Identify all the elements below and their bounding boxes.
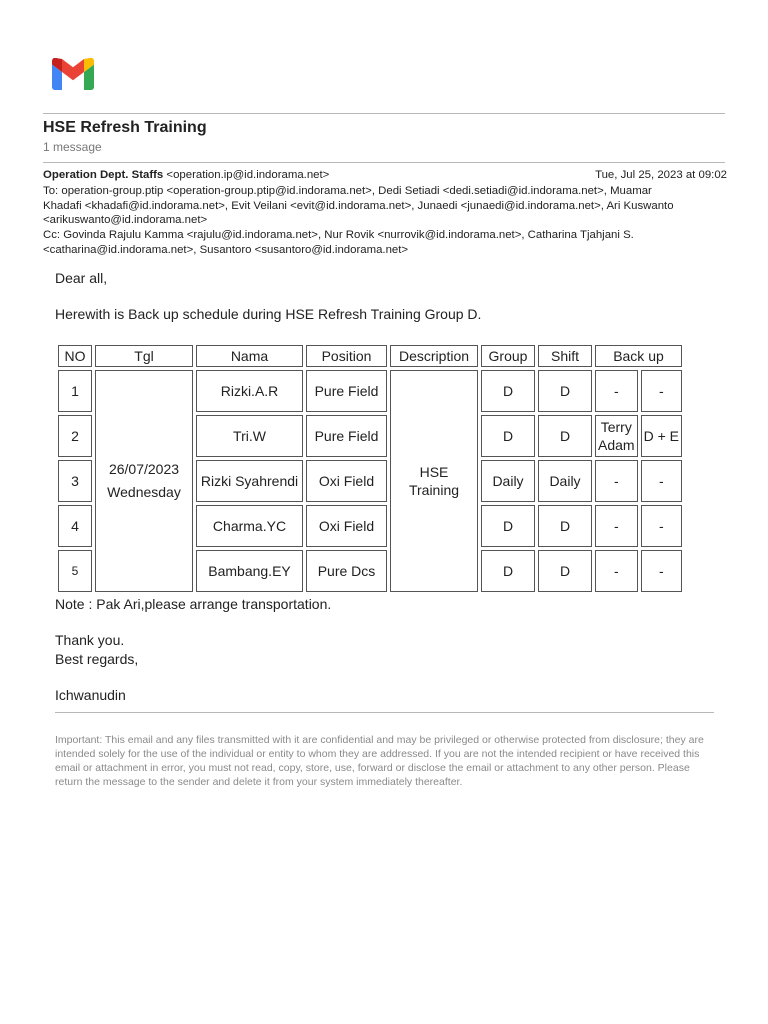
from-line: [43, 168, 727, 183]
cell-no: 3: [58, 460, 92, 502]
header-description: Description: [390, 345, 478, 367]
signature: Ichwanudin: [55, 687, 126, 703]
to-line-3: <arikuswanto@id.indorama.net>: [43, 214, 208, 227]
cell-shift: D: [538, 550, 592, 592]
cell-description: [390, 370, 478, 592]
cell-backup-note: -: [641, 370, 682, 412]
header-divider: [43, 162, 725, 163]
header-position: Position: [306, 345, 387, 367]
backup-name-line-1: Terry: [600, 419, 632, 435]
cell-shift: Daily: [538, 460, 592, 502]
gmail-logo-icon: [52, 58, 94, 90]
note-text: Note : Pak Ari,please arrange transportation.: [55, 596, 332, 612]
cell-nama: Rizki Syahrendi: [196, 460, 303, 502]
cell-group: Daily: [481, 460, 535, 502]
cell-backup-name: -: [595, 460, 638, 502]
cell-backup-name: -: [595, 370, 638, 412]
greeting: Dear all,: [55, 270, 108, 286]
cell-shift: D: [538, 415, 592, 457]
cell-no: 1: [58, 370, 92, 412]
confidentiality-disclaimer: Important: This email and any files transmitted with it are confidential and may be privileged or otherwise protected from disclosure; they are intended solely for the use of the individual or entity to whom they are addressed. If you are not the intended recipient or have received this email or attachment in error, you must not read, copy, store, use, forward or disclose the email or attachment to any other person. Please return the message to the sender and delete it from your system immediately thereafter.: [55, 734, 704, 788]
sender-email[interactable]: <operation.ip@id.indorama.net>: [163, 169, 330, 181]
cc-recipients: [43, 228, 727, 257]
cc-line-2: <catharina@id.indorama.net>, Susantoro <susantoro@id.indorama.net>: [43, 243, 409, 256]
header-nama: Nama: [196, 345, 303, 367]
email-subject: HSE Refresh Training: [43, 119, 207, 136]
sent-date: Tue, Jul 25, 2023 at 09:02: [595, 169, 727, 181]
signature-divider: [55, 712, 714, 713]
table-header-row: [58, 345, 682, 367]
regards-text: Best regards,: [55, 651, 139, 667]
date-value: 26/07/2023: [108, 461, 180, 477]
cell-group: D: [481, 370, 535, 412]
cell-nama: Charma.YC: [196, 505, 303, 547]
cell-position: Pure Field: [306, 370, 387, 412]
backup-name-line-2: Adam: [598, 437, 635, 453]
cc-line-1: Cc: Govinda Rajulu Kamma <rajulu@id.indorama.net>, Nur Rovik <nurrovik@id.indorama.net>, Catharina Tjahjani S.: [43, 229, 634, 241]
sender-name[interactable]: Operation Dept. Staffs: [43, 169, 164, 181]
day-value: Wednesday: [107, 484, 181, 500]
cell-no: 4: [58, 505, 92, 547]
description-line-2: Training: [408, 482, 460, 498]
cell-backup-name: -: [595, 505, 638, 547]
cell-nama: Bambang.EY: [196, 550, 303, 592]
to-line-1: To: operation-group.ptip <operation-group.ptip@id.indorama.net>, Dedi Setiadi <dedi.setiadi@id.indorama.net>, Muamar: [43, 185, 652, 197]
thanks-text: Thank you.: [55, 632, 125, 648]
cell-date: [95, 370, 193, 592]
cell-backup-note: -: [641, 550, 682, 592]
cell-backup-name: -: [595, 550, 638, 592]
header-backup: Back up: [595, 345, 682, 367]
to-recipients: [43, 184, 727, 228]
cell-backup-note: D + E: [641, 415, 682, 457]
cell-position: Oxi Field: [306, 460, 387, 502]
cell-shift: D: [538, 505, 592, 547]
description-line-1: HSE: [419, 464, 449, 480]
top-divider: [43, 113, 725, 114]
header-no: NO: [58, 345, 92, 367]
cell-nama: Tri.W: [196, 415, 303, 457]
intro-text: Herewith is Back up schedule during HSE Refresh Training Group D.: [55, 306, 482, 322]
cell-group: D: [481, 550, 535, 592]
cell-no: 2: [58, 415, 92, 457]
table-row: [58, 370, 682, 412]
header-group: Group: [481, 345, 535, 367]
message-count: 1 message: [43, 140, 102, 154]
cell-backup-note: -: [641, 460, 682, 502]
cell-position: Pure Dcs: [306, 550, 387, 592]
cell-group: D: [481, 415, 535, 457]
to-line-2: Khadafi <khadafi@id.indorama.net>, Evit Veilani <evit@id.indorama.net>, Junaedi <junaedi@id.indorama.net>, Ari Kuswanto: [43, 199, 674, 212]
cell-backup-name: [595, 415, 638, 457]
cell-position: Oxi Field: [306, 505, 387, 547]
cell-nama: Rizki.A.R: [196, 370, 303, 412]
cell-shift: D: [538, 370, 592, 412]
backup-schedule-table: [55, 342, 685, 595]
cell-backup-note: -: [641, 505, 682, 547]
cell-no: 5: [58, 550, 92, 592]
cell-position: Pure Field: [306, 415, 387, 457]
header-tgl: Tgl: [95, 345, 193, 367]
header-shift: Shift: [538, 345, 592, 367]
cell-group: D: [481, 505, 535, 547]
